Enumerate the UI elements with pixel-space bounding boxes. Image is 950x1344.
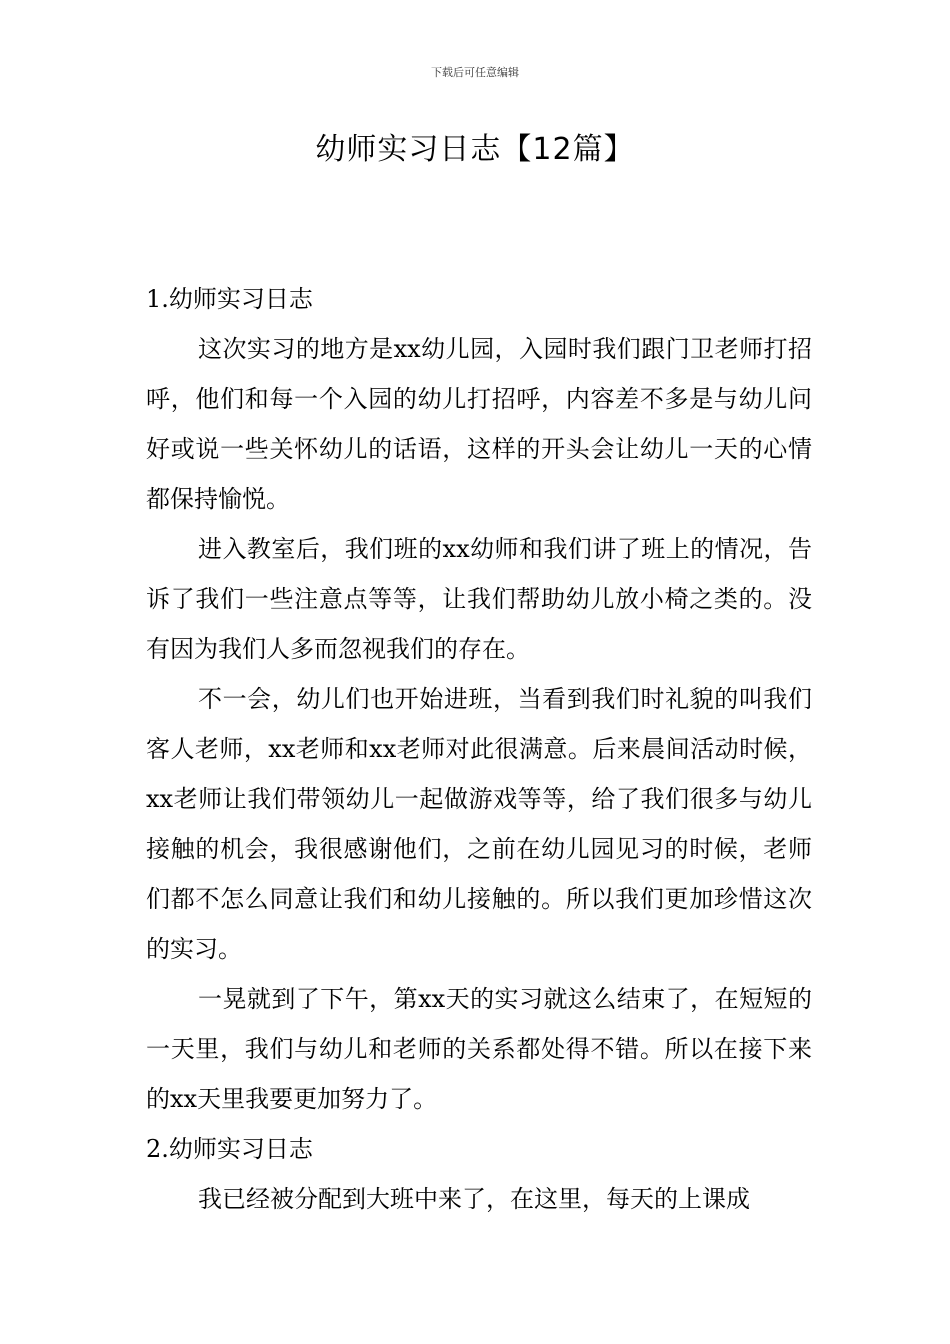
paragraph: 一晃就到了下午，第xx天的实习就这么结束了，在短短的一天里，我们与幼儿和老师的关系都处得不错。所以在接下来的xx天里我要更加努力了。 — [146, 985, 812, 1113]
paragraph: 不一会，幼儿们也开始进班，当看到我们时礼貌的叫我们客人老师，xx老师和xx老师对此很满意。后来晨间活动时候，xx老师让我们带领幼儿一起做游戏等等，给了我们很多与幼儿接触的机会，我很感谢他们，之前在幼儿园见习的时候，老师们都不怎么同意让我们和幼儿接触的。所以我们更加珍惜这次的实习。 — [146, 685, 812, 963]
document-title: 幼师实习日志【12篇】 — [315, 132, 635, 167]
document-body — [146, 274, 812, 1224]
paragraph: 进入教室后，我们班的xx幼师和我们讲了班上的情况，告诉了我们一些注意点等等，让我们帮助幼儿放小椅之类的。没有因为我们人多而忽视我们的存在。 — [146, 535, 812, 663]
section-heading: 1.幼师实习日志 — [146, 285, 313, 313]
paragraph: 这次实习的地方是xx幼儿园，入园时我们跟门卫老师打招呼，他们和每一个入园的幼儿打招呼，内容差不多是与幼儿问好或说一些关怀幼儿的话语，这样的开头会让幼儿一天的心情都保持愉悦。 — [146, 335, 812, 513]
header-note: 下载后可任意编辑 — [431, 66, 519, 79]
section-heading: 2.幼师实习日志 — [146, 1135, 313, 1163]
paragraph: 我已经被分配到大班中来了，在这里，每天的上课成 — [198, 1185, 750, 1213]
